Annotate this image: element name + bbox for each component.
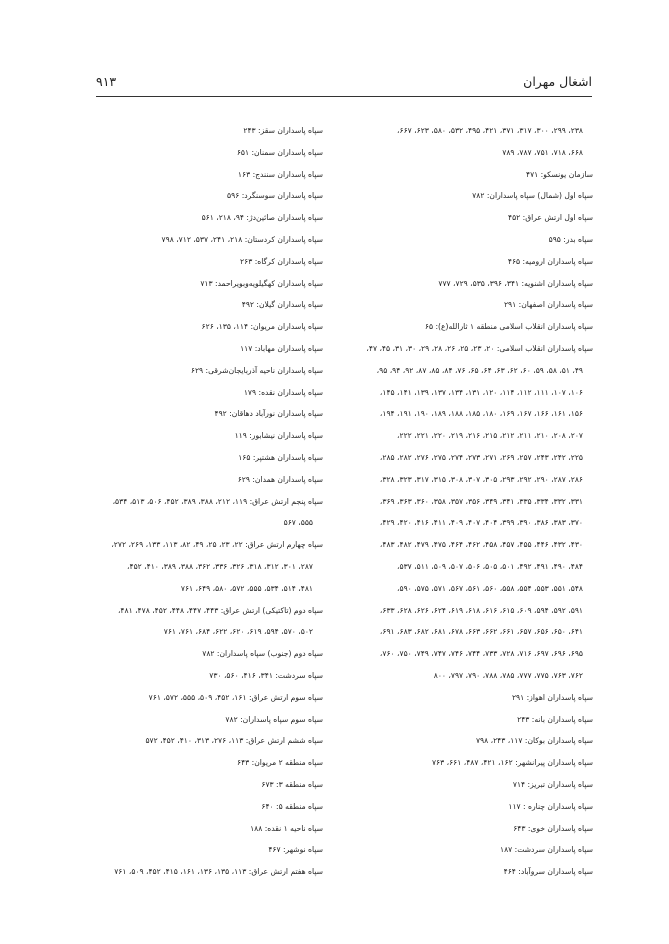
index-entry-continuation: ۵۴۸، ۵۵۱، ۵۵۳، ۵۵۴، ۵۵۸، ۵۶۰، ۵۶۱، ۵۶۷، ۵۷۱، ۵۷۵، ۵۹۰، xyxy=(397,583,583,593)
index-entry-continuation: ۳۳۱، ۳۳۲، ۳۳۴، ۳۳۵، ۳۴۱، ۳۴۹، ۳۵۶، ۳۵۷، ۳۵۸، ۳۶۰، ۳۶۳، ۳۶۹، xyxy=(379,496,583,506)
index-entry-continuation: ۳۷۰، ۳۸۳، ۳۸۶، ۳۹۰، ۳۹۹، ۴۰۴، ۴۰۷، ۴۰۹، ۴۱۱، ۴۱۶، ۴۲۰، ۴۲۹، xyxy=(379,518,583,528)
index-entry: سپاه بدر: ۵۹۵ xyxy=(548,234,593,244)
index-entry: سپاه پاسداران سردشت: ۱۸۷ xyxy=(500,845,593,855)
index-entry-continuation: ۶۹۵، ۶۹۶، ۶۹۷، ۷۱۶، ۷۲۸، ۷۳۳، ۷۴۴، ۷۴۶، ۷۴۷، ۷۴۹، ۷۵۰، ۷۶۰، xyxy=(379,649,583,659)
index-entry-continuation: ۴۸۱، ۵۱۴، ۵۳۴، ۵۵۵، ۵۷۲، ۵۸۰، ۶۴۹، ۷۶۱ xyxy=(180,583,313,593)
index-entry: سپاه پاسداران نقده: ۱۷۹ xyxy=(243,387,323,397)
index-entry: سپاه چهارم ارتش عراق: ۲۲، ۲۳، ۲۵، ۴۹، ۸۲، ۱۱۳، ۱۳۳، ۲۶۹، ۲۷۲، xyxy=(111,540,323,550)
index-entry-continuation: ۱۰۶، ۱۰۷، ۱۱۱، ۱۱۲، ۱۱۴، ۱۲۰، ۱۳۱، ۱۳۴، ۱۳۷، ۱۳۹، ۱۴۱، ۱۴۵، xyxy=(379,387,583,397)
index-entry: سپاه نوشهر: ۴۶۷ xyxy=(268,845,323,855)
index-column-left xyxy=(93,120,323,883)
index-entry: سپاه پاسداران پیرانشهر: ۱۶۲، ۴۲۱، ۴۸۷، ۶۶۱، ۷۶۳ xyxy=(431,758,593,768)
index-entry: سپاه اول ارتش عراق: ۴۵۲ xyxy=(508,213,593,223)
index-entry: سپاه منطقه ۳: ۶۷۳ xyxy=(261,779,323,789)
index-entry: سپاه هفتم ارتش عراق: ۱۱۳، ۱۳۵، ۱۳۶، ۱۶۱، ۴۱۵، ۴۵۲، ۵۰۹، ۷۶۱ xyxy=(114,867,323,877)
index-entry: سپاه سوم ارتش عراق: ۱۶۱، ۴۵۲، ۵۰۹، ۵۵۵، ۵۷۲، ۷۶۱ xyxy=(148,692,323,702)
index-entry: سپاه اول (شمال) سپاه پاسداران: ۷۸۲ xyxy=(472,191,593,201)
index-entry: سپاه پاسداران اهواز: ۲۹۱ xyxy=(511,692,593,702)
index-entry: سپاه ناحیه ۱ نقده: ۱۸۸ xyxy=(250,823,323,833)
index-entry: سپاه پاسداران سروآباد: ۴۶۴ xyxy=(503,867,593,877)
index-entry: سپاه پاسداران اشنویه: ۳۴۱، ۳۹۶، ۵۳۵، ۷۲۹، ۷۷۷ xyxy=(438,278,593,288)
index-entry: سپاه پاسداران انقلاب اسلامی منطقه ۱ ثارالله(ع): ۶۵ xyxy=(424,322,593,332)
index-entry: سپاه پاسداران بوکان: ۱۱۷، ۲۴۳، ۷۹۸ xyxy=(475,736,593,746)
page-header xyxy=(96,74,592,96)
index-entry: سپاه پاسداران انقلاب اسلامی: ۲۰، ۲۳، ۲۵، ۲۶، ۲۸، ۲۹، ۳۰، ۳۱، ۴۵، ۴۷، xyxy=(366,343,593,353)
index-entry: سپاه پاسداران کردستان: ۲۱۸، ۲۴۱، ۵۳۷، ۷۱۲، ۷۹۸ xyxy=(161,234,323,244)
index-entry-continuation: ۲۳۸، ۲۹۹، ۳۰۰، ۳۱۷، ۳۷۱، ۴۲۱، ۴۹۵، ۵۳۲، ۵۸۰، ۶۲۳، ۶۶۷، xyxy=(397,126,583,135)
index-entry: سپاه پاسداران سمنان: ۶۵۱ xyxy=(236,147,323,157)
index-entry: سپاه منطقه ۵: ۶۴۰ xyxy=(261,801,323,811)
index-entry: سپاه پاسداران سقز: ۲۴۳ xyxy=(243,126,323,135)
index-entry-continuation: ۷۶۲، ۷۶۳، ۷۷۵، ۷۷۷، ۷۸۵، ۷۸۸، ۷۹۰، ۷۹۷، ۸۰۰ xyxy=(433,670,583,680)
index-entry-continuation: ۴۹، ۵۱، ۵۸، ۵۹، ۶۰، ۶۲، ۶۳، ۶۴، ۶۵، ۷۶، ۸۴، ۸۵، ۸۷، ۹۲، ۹۴، ۹۵، xyxy=(376,365,583,375)
index-entry: سپاه ششم ارتش عراق: ۱۱۳، ۲۷۶، ۳۱۳، ۴۱۰، ۴۵۲، ۵۷۲ xyxy=(145,736,323,746)
index-entry: سپاه پاسداران ناحیه آذربایجان‌شرقی: ۶۲۹ xyxy=(190,365,323,375)
index-entry: سپاه پاسداران همدان: ۶۲۹ xyxy=(237,474,323,484)
index-entry-continuation: ۶۴۱، ۶۵۰، ۶۵۶، ۶۵۷، ۶۶۱، ۶۶۲، ۶۶۳، ۶۷۸، ۶۸۱، ۶۸۲، ۶۸۳، ۶۹۱، xyxy=(379,627,583,637)
index-entry: سپاه پاسداران کرگاه: ۲۶۳ xyxy=(240,256,323,266)
index-entry-continuation: ۱۵۶، ۱۶۱، ۱۶۶، ۱۶۷، ۱۶۹، ۱۸۰، ۱۸۵، ۱۸۸، ۱۸۹، ۱۹۰، ۱۹۱، ۱۹۴، xyxy=(379,409,583,419)
index-entry: سپاه پاسداران نورآباد دهاقان: ۴۹۲ xyxy=(214,409,323,419)
index-entry-continuation: ۵۰۲، ۵۷۰، ۵۹۴، ۶۱۹، ۶۲۰، ۶۲۲، ۶۸۴، ۷۶۱، ۷۶۱ xyxy=(163,627,313,637)
index-entry-continuation: ۶۶۸، ۷۱۸، ۷۵۱، ۷۸۷، ۷۸۹ xyxy=(502,147,583,157)
index-entry-continuation: ۲۰۷، ۲۰۸، ۲۱۰، ۲۱۱، ۲۱۲، ۲۱۵، ۲۱۶، ۲۱۹، ۲۲۰، ۲۲۱، ۲۲۲، xyxy=(397,431,583,441)
index-column-right xyxy=(348,120,593,883)
index-entry: سپاه پاسداران چناره : ۱۱۷ xyxy=(508,801,593,811)
index-entry: سپاه پاسداران بانه: ۲۴۳ xyxy=(517,714,593,724)
index-entry-continuation: ۴۸۴، ۴۹۰، ۴۹۱، ۴۹۲، ۵۰۱، ۵۰۵، ۵۰۶، ۵۰۷، ۵۰۹، ۵۱۱، ۵۳۷، xyxy=(397,561,583,571)
index-entry: سپاه پاسداران نیشابور: ۱۱۹ xyxy=(234,431,323,441)
running-title: اشغال مهران xyxy=(523,74,592,89)
index-entry-continuation: ۲۸۶، ۲۸۷، ۲۹۰، ۲۹۲، ۲۹۳، ۳۰۵، ۳۰۷، ۳۰۸، ۳۱۵، ۳۱۷، ۳۲۳، ۳۲۸، xyxy=(379,474,583,484)
index-entry: سپاه منطقه ۲ مریوان: ۶۴۳ xyxy=(237,758,323,768)
index-entry: سپاه پاسداران اصفهان: ۲۹۱ xyxy=(503,300,593,310)
page-number: ۹۱۳ xyxy=(96,74,117,89)
index-entry: سپاه پاسداران مریوان: ۱۱۴، ۱۳۵، ۶۲۶ xyxy=(201,322,323,332)
index-entry: سپاه سوم سپاه پاسداران: ۷۸۲ xyxy=(225,714,323,724)
index-entry: سپاه سردشت: ۳۴۱، ۴۱۶، ۵۶۰، ۷۳۰ xyxy=(209,670,323,680)
index-entry-continuation: ۲۸۷، ۳۰۱، ۳۱۲، ۳۱۸، ۳۲۶، ۳۳۶، ۳۶۲، ۳۸۸، ۳۸۹، ۴۱۰، ۴۵۲، xyxy=(127,561,313,571)
index-entry: سپاه پاسداران صائین‌دژ: ۹۴، ۲۱۸، ۵۶۱ xyxy=(201,213,323,223)
index-entry-continuation: ۵۵۵، ۵۶۷ xyxy=(283,518,313,528)
index-entry: سپاه پاسداران ارومیه: ۴۶۵ xyxy=(507,256,593,266)
index-entry: سپاه پاسداران گیلان: ۴۹۲ xyxy=(241,300,323,310)
index-entry-continuation: ۴۳۰، ۴۳۲، ۴۴۶، ۴۵۵، ۴۵۷، ۴۵۸، ۴۶۲، ۴۶۴، ۴۷۵، ۴۷۹، ۴۸۲، ۴۸۳، xyxy=(379,540,583,550)
index-entry: سپاه پاسداران سوسنگرد: ۵۹۶ xyxy=(227,191,323,201)
index-entry: سازمان یونسکو: ۴۷۱ xyxy=(526,169,593,179)
index-entry-continuation: ۲۲۵، ۲۴۲، ۲۴۳، ۲۵۷، ۲۶۹، ۲۷۱، ۲۷۳، ۲۷۴، ۲۷۵، ۲۷۶، ۲۸۲، ۲۸۵، xyxy=(379,452,583,462)
index-entry: سپاه پاسداران خوی: ۶۴۳ xyxy=(513,823,593,833)
index-entry: سپاه دوم (جنوب) سپاه پاسداران: ۷۸۲ xyxy=(202,649,323,659)
header-rule xyxy=(96,96,592,97)
index-entry: سپاه پاسداران سنندج: ۱۶۳ xyxy=(237,169,323,179)
index-entry-continuation: ۵۹۱، ۵۹۲، ۵۹۴، ۶۰۹، ۶۱۵، ۶۱۶، ۶۱۸، ۶۱۹، ۶۲۴، ۶۲۶، ۶۲۸، ۶۳۳، xyxy=(379,605,583,615)
index-entry: سپاه پاسداران مهاباد: ۱۱۷ xyxy=(240,343,323,353)
index-entry: سپاه پاسداران کهگیلویه‌وبویراحمد: ۷۱۳ xyxy=(200,278,323,288)
index-entry: سپاه پاسداران هشتپر: ۱۶۵ xyxy=(238,452,323,462)
index-entry: سپاه دوم (تاکتیکی) ارتش عراق: ۴۴۳، ۴۴۷، ۴۴۸، ۴۵۲، ۴۷۸، ۴۸۱، xyxy=(117,605,323,615)
index-entry: سپاه پاسداران تبریز: ۷۱۴ xyxy=(512,779,593,789)
index-entry: سپاه پنجم ارتش عراق: ۱۱۹، ۲۱۲، ۳۸۸، ۳۸۹، ۴۵۲، ۵۰۶، ۵۱۳، ۵۳۴، xyxy=(112,496,323,506)
